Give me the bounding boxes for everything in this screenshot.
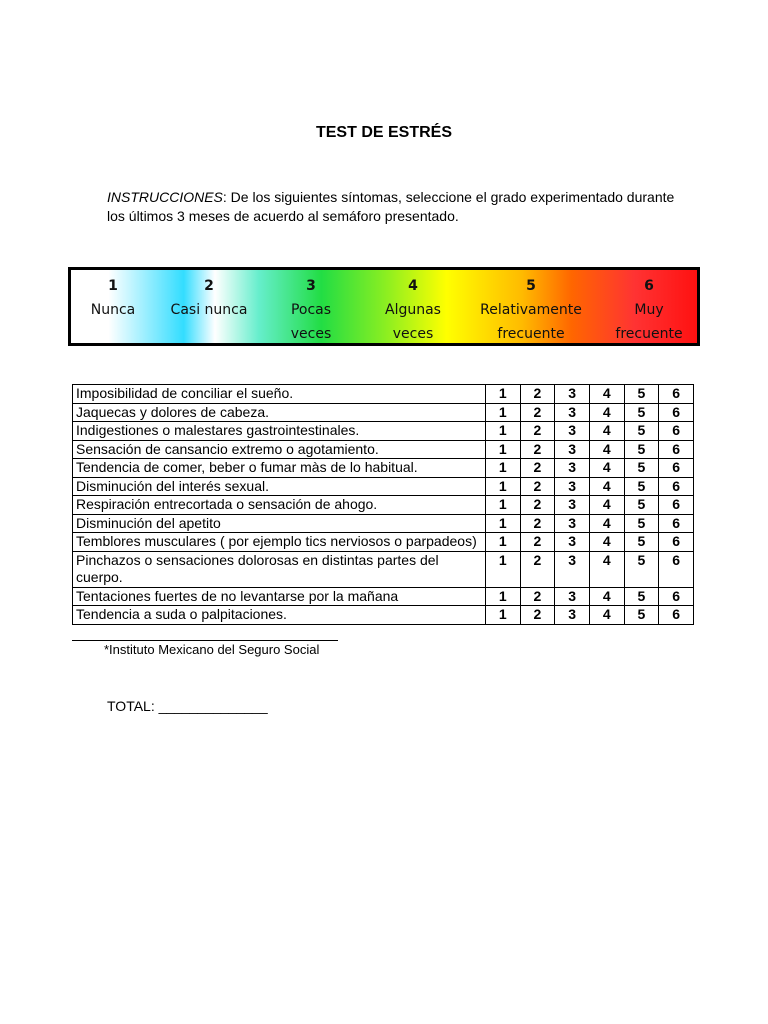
- rating-option-3[interactable]: 3: [555, 551, 590, 587]
- scale-label: Algunas: [385, 302, 441, 318]
- table-row: [73, 477, 694, 496]
- rating-option-5[interactable]: 5: [624, 477, 659, 496]
- rating-option-1[interactable]: 1: [485, 533, 520, 552]
- rating-option-5[interactable]: 5: [624, 459, 659, 478]
- rating-option-4[interactable]: 4: [589, 403, 624, 422]
- instructions-text: : De los siguientes síntomas, seleccione el grado experimentado durante los últimos 3 meses de acuerdo al semáforo presentado.: [107, 189, 675, 224]
- symptom-label: Pinchazos o sensaciones dolorosas en distintas partes del cuerpo.: [73, 551, 486, 587]
- symptom-label: Disminución del apetito: [73, 514, 486, 533]
- rating-option-6[interactable]: 6: [659, 496, 694, 515]
- scale-label: Nunca: [90, 302, 136, 318]
- scale-label-line2: veces: [290, 326, 332, 342]
- symptom-label: Tendencia a suda o palpitaciones.: [73, 606, 486, 625]
- rating-option-6[interactable]: 6: [659, 514, 694, 533]
- table-row: [73, 587, 694, 606]
- rating-option-3[interactable]: 3: [555, 459, 590, 478]
- rating-option-1[interactable]: 1: [485, 587, 520, 606]
- rating-option-5[interactable]: 5: [624, 496, 659, 515]
- rating-option-2[interactable]: 2: [520, 440, 555, 459]
- table-row: [73, 403, 694, 422]
- scale-label: Pocas: [290, 302, 332, 318]
- rating-option-3[interactable]: 3: [555, 587, 590, 606]
- scale-label-line2: frecuente: [615, 326, 683, 342]
- rating-option-1[interactable]: 1: [485, 403, 520, 422]
- scale-item-5: [480, 274, 582, 346]
- table-row: [73, 533, 694, 552]
- rating-option-3[interactable]: 3: [555, 477, 590, 496]
- rating-option-6[interactable]: 6: [659, 606, 694, 625]
- rating-option-3[interactable]: 3: [555, 606, 590, 625]
- rating-option-5[interactable]: 5: [624, 533, 659, 552]
- symptoms-table: [72, 384, 694, 625]
- rating-option-4[interactable]: 4: [589, 459, 624, 478]
- rating-option-5[interactable]: 5: [624, 403, 659, 422]
- rating-option-5[interactable]: 5: [624, 514, 659, 533]
- rating-option-3[interactable]: 3: [555, 514, 590, 533]
- table-row: [73, 514, 694, 533]
- scale-number: 1: [108, 278, 118, 294]
- table-row: [73, 606, 694, 625]
- page-title: TEST DE ESTRÉS: [315, 124, 453, 141]
- symptom-label: Respiración entrecortada o sensación de ahogo.: [73, 496, 486, 515]
- scale-label: Casi nunca: [170, 302, 248, 318]
- rating-option-2[interactable]: 2: [520, 496, 555, 515]
- rating-option-2[interactable]: 2: [520, 403, 555, 422]
- total-field: TOTAL: ______________: [107, 698, 268, 714]
- scale-label: Muy: [634, 302, 664, 318]
- symptom-label: Tentaciones fuertes de no levantarse por la mañana: [73, 587, 486, 606]
- rating-option-2[interactable]: 2: [520, 385, 555, 404]
- rating-option-3[interactable]: 3: [555, 422, 590, 441]
- rating-option-4[interactable]: 4: [589, 496, 624, 515]
- rating-option-6[interactable]: 6: [659, 385, 694, 404]
- rating-option-2[interactable]: 2: [520, 587, 555, 606]
- frequency-scale: [68, 267, 700, 346]
- rating-option-5[interactable]: 5: [624, 587, 659, 606]
- rating-option-4[interactable]: 4: [589, 422, 624, 441]
- rating-option-4[interactable]: 4: [589, 477, 624, 496]
- rating-option-2[interactable]: 2: [520, 514, 555, 533]
- scale-number: 4: [408, 278, 418, 294]
- rating-option-6[interactable]: 6: [659, 477, 694, 496]
- rating-option-6[interactable]: 6: [659, 403, 694, 422]
- scale-number: 2: [204, 278, 214, 294]
- rating-option-4[interactable]: 4: [589, 385, 624, 404]
- scale-label: Relativamente: [480, 302, 582, 318]
- table-row: [73, 551, 694, 587]
- rating-option-2[interactable]: 2: [520, 477, 555, 496]
- rating-option-6[interactable]: 6: [659, 551, 694, 587]
- rating-option-1[interactable]: 1: [485, 514, 520, 533]
- rating-option-3[interactable]: 3: [555, 533, 590, 552]
- source-divider: [72, 640, 104, 641]
- rating-option-2[interactable]: 2: [520, 422, 555, 441]
- rating-option-6[interactable]: 6: [659, 587, 694, 606]
- rating-option-1[interactable]: 1: [485, 440, 520, 459]
- rating-option-2[interactable]: 2: [520, 551, 555, 587]
- rating-option-6[interactable]: 6: [659, 459, 694, 478]
- rating-option-6[interactable]: 6: [659, 440, 694, 459]
- symptom-label: Indigestiones o malestares gastrointestinales.: [73, 422, 486, 441]
- rating-option-6[interactable]: 6: [659, 533, 694, 552]
- rating-option-3[interactable]: 3: [555, 403, 590, 422]
- table-row: [73, 459, 694, 478]
- rating-option-4[interactable]: 4: [589, 606, 624, 625]
- rating-option-2[interactable]: 2: [520, 533, 555, 552]
- rating-option-6[interactable]: 6: [659, 422, 694, 441]
- rating-option-1[interactable]: 1: [485, 496, 520, 515]
- scale-item-4: [385, 274, 441, 346]
- table-row: [73, 496, 694, 515]
- scale-label-line2: veces: [392, 326, 434, 342]
- symptom-label: Temblores musculares ( por ejemplo tics nerviosos o parpadeos): [73, 533, 486, 552]
- rating-option-2[interactable]: 2: [520, 459, 555, 478]
- rating-option-4[interactable]: 4: [589, 587, 624, 606]
- rating-option-1[interactable]: 1: [485, 385, 520, 404]
- scale-item-6: [615, 274, 682, 346]
- symptom-label: Tendencia de comer, beber o fumar màs de lo habitual.: [73, 459, 486, 478]
- table-row: [73, 385, 694, 404]
- instructions: [107, 188, 687, 226]
- rating-option-3[interactable]: 3: [555, 440, 590, 459]
- rating-option-5[interactable]: 5: [624, 551, 659, 587]
- rating-option-4[interactable]: 4: [589, 533, 624, 552]
- rating-option-1[interactable]: 1: [485, 551, 520, 587]
- source-note: *Instituto Mexicano del Seguro Social: [104, 640, 338, 657]
- rating-option-1[interactable]: 1: [485, 422, 520, 441]
- rating-option-3[interactable]: 3: [555, 496, 590, 515]
- rating-option-1[interactable]: 1: [485, 477, 520, 496]
- table-row: [73, 440, 694, 459]
- scale-number: 5: [526, 278, 536, 294]
- rating-option-1[interactable]: 1: [485, 459, 520, 478]
- scale-item-1: [91, 274, 136, 322]
- symptom-label: Sensación de cansancio extremo o agotamiento.: [73, 440, 486, 459]
- rating-option-5[interactable]: 5: [624, 440, 659, 459]
- rating-option-4[interactable]: 4: [589, 551, 624, 587]
- instructions-lead: INSTRUCCIONES: [107, 189, 223, 205]
- rating-option-3[interactable]: 3: [555, 385, 590, 404]
- rating-option-1[interactable]: 1: [485, 606, 520, 625]
- table-row: [73, 422, 694, 441]
- symptom-label: Jaquecas y dolores de cabeza.: [73, 403, 486, 422]
- scale-number: 6: [644, 278, 654, 294]
- rating-option-5[interactable]: 5: [624, 385, 659, 404]
- scale-item-2: [171, 274, 248, 322]
- rating-option-5[interactable]: 5: [624, 606, 659, 625]
- rating-option-2[interactable]: 2: [520, 606, 555, 625]
- rating-option-4[interactable]: 4: [589, 514, 624, 533]
- scale-label-line2: frecuente: [497, 326, 565, 342]
- rating-option-4[interactable]: 4: [589, 440, 624, 459]
- symptom-label: Disminución del interés sexual.: [73, 477, 486, 496]
- rating-option-5[interactable]: 5: [624, 422, 659, 441]
- symptom-label: Imposibilidad de conciliar el sueño.: [73, 385, 486, 404]
- scale-item-3: [291, 274, 332, 346]
- scale-number: 3: [306, 278, 316, 294]
